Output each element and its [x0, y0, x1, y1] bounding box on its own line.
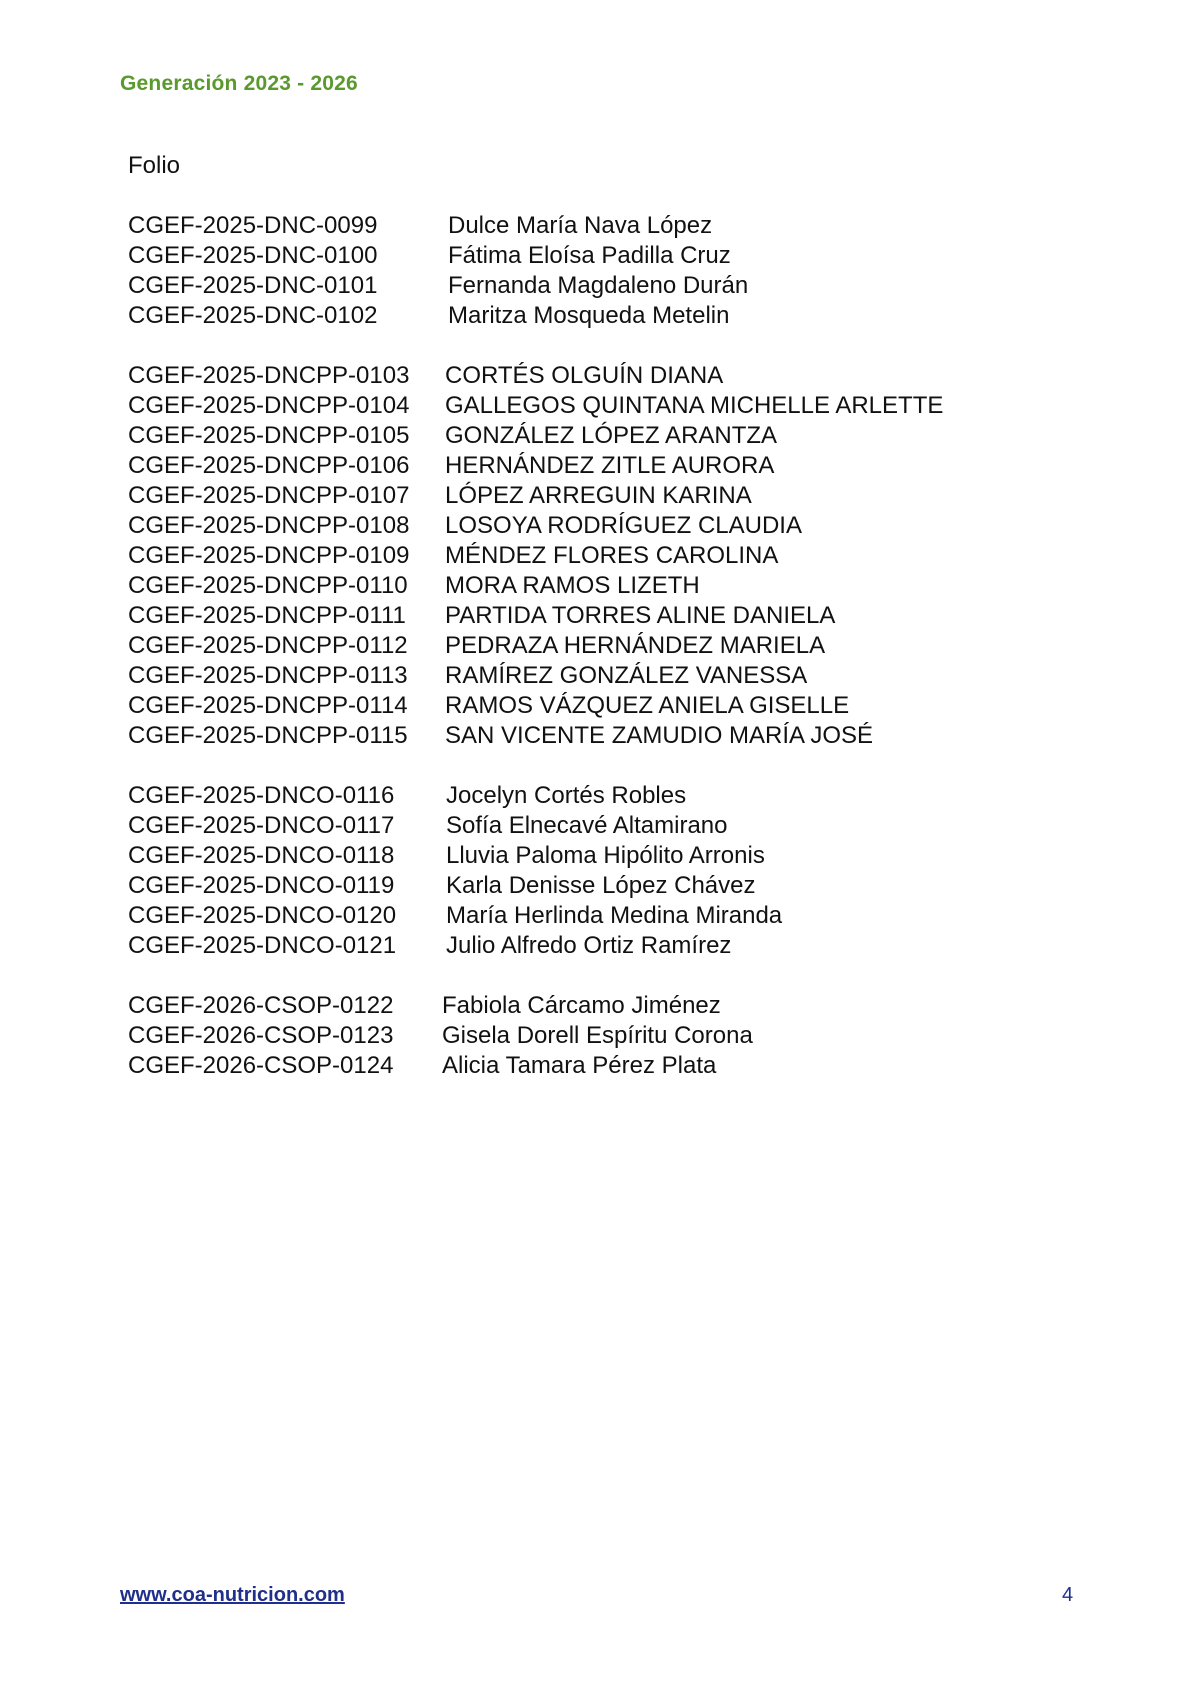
folio-code: CGEF-2026-CSOP-0123: [128, 1022, 394, 1049]
folio-code: CGEF-2025-DNCPP-0103: [128, 362, 410, 389]
folio-group: [128, 211, 1028, 331]
list-item: [128, 901, 1028, 931]
person-name: Fabiola Cárcamo Jiménez: [442, 992, 721, 1019]
person-name: GONZÁLEZ LÓPEZ ARANTZA: [445, 422, 778, 449]
person-name: MÉNDEZ FLORES CAROLINA: [445, 542, 779, 569]
person-name: PEDRAZA HERNÁNDEZ MARIELA: [445, 632, 826, 659]
list-item: [128, 421, 1028, 451]
folio-code: CGEF-2025-DNCO-0116: [128, 782, 395, 809]
list-item: [128, 811, 1028, 841]
folio-code: CGEF-2025-DNCPP-0115: [128, 722, 408, 749]
list-item: [128, 1051, 1028, 1081]
folio-code: CGEF-2025-DNCPP-0104: [128, 392, 410, 419]
person-name: SAN VICENTE ZAMUDIO MARÍA JOSÉ: [445, 722, 874, 749]
list-item: [128, 1021, 1028, 1051]
folio-group: [128, 361, 1028, 751]
folio-code: CGEF-2025-DNC-0101: [128, 272, 378, 299]
list-item: [128, 991, 1028, 1021]
list-item: [128, 481, 1028, 511]
list-item: [128, 271, 1028, 301]
person-name: Fátima Eloísa Padilla Cruz: [448, 242, 731, 269]
person-name: CORTÉS OLGUÍN DIANA: [445, 362, 724, 389]
folio-code: CGEF-2025-DNCO-0119: [128, 872, 395, 899]
folio-code: CGEF-2025-DNCO-0120: [128, 902, 397, 929]
folio-code: CGEF-2025-DNCPP-0110: [128, 572, 408, 599]
person-name: HERNÁNDEZ ZITLE AURORA: [445, 452, 775, 479]
list-item: [128, 691, 1028, 721]
list-item: [128, 931, 1028, 961]
person-name: LÓPEZ ARREGUIN KARINA: [445, 482, 752, 509]
list-item: [128, 241, 1028, 271]
folio-code: CGEF-2025-DNCO-0118: [128, 842, 395, 869]
list-item: [128, 361, 1028, 391]
person-name: PARTIDA TORRES ALINE DANIELA: [445, 602, 836, 629]
list-item: [128, 601, 1028, 631]
folio-code: CGEF-2025-DNC-0099: [128, 212, 378, 239]
person-name: Sofía Elnecavé Altamirano: [446, 812, 728, 839]
list-item: [128, 541, 1028, 571]
list-item: [128, 661, 1028, 691]
person-name: Gisela Dorell Espíritu Corona: [442, 1022, 753, 1049]
list-item: [128, 721, 1028, 751]
person-name: Maritza Mosqueda Metelin: [448, 302, 730, 329]
list-item: [128, 511, 1028, 541]
folio-code: CGEF-2025-DNCO-0117: [128, 812, 395, 839]
list-item: [128, 871, 1028, 901]
person-name: RAMOS VÁZQUEZ ANIELA GISELLE: [445, 692, 850, 719]
list-item: [128, 391, 1028, 421]
folio-code: CGEF-2026-CSOP-0122: [128, 992, 394, 1019]
list-item: [128, 211, 1028, 241]
person-name: Dulce María Nava López: [448, 212, 713, 239]
person-name: Jocelyn Cortés Robles: [446, 782, 687, 809]
page-header-title: Generación 2023 - 2026: [120, 72, 358, 95]
person-name: MORA RAMOS LIZETH: [445, 572, 700, 599]
folio-code: CGEF-2025-DNCPP-0106: [128, 452, 410, 479]
folio-group: [128, 781, 1028, 961]
list-item: [128, 631, 1028, 661]
folio-code: CGEF-2025-DNCPP-0107: [128, 482, 410, 509]
website-link[interactable]: www.coa-nutricion.com: [120, 1584, 345, 1606]
folio-code: CGEF-2025-DNCPP-0111: [128, 602, 406, 629]
person-name: Alicia Tamara Pérez Plata: [442, 1052, 717, 1079]
folio-code: CGEF-2025-DNCPP-0112: [128, 632, 408, 659]
page-number: 4: [1062, 1584, 1074, 1606]
folio-code: CGEF-2026-CSOP-0124: [128, 1052, 394, 1079]
list-item: [128, 781, 1028, 811]
folio-list: [128, 211, 1028, 1111]
folio-code: CGEF-2025-DNC-0102: [128, 302, 378, 329]
folio-code: CGEF-2025-DNCPP-0108: [128, 512, 410, 539]
folio-code: CGEF-2025-DNCPP-0109: [128, 542, 410, 569]
person-name: Lluvia Paloma Hipólito Arronis: [446, 842, 765, 869]
folio-group: [128, 991, 1028, 1081]
person-name: Julio Alfredo Ortiz Ramírez: [446, 932, 732, 959]
folio-code: CGEF-2025-DNCPP-0105: [128, 422, 410, 449]
person-name: LOSOYA RODRÍGUEZ CLAUDIA: [445, 512, 802, 539]
person-name: RAMÍREZ GONZÁLEZ VANESSA: [445, 662, 808, 689]
list-item: [128, 451, 1028, 481]
folio-label: Folio: [128, 152, 181, 179]
person-name: GALLEGOS QUINTANA MICHELLE ARLETTE: [445, 392, 944, 419]
list-item: [128, 571, 1028, 601]
list-item: [128, 841, 1028, 871]
list-item: [128, 301, 1028, 331]
folio-code: CGEF-2025-DNCPP-0113: [128, 662, 408, 689]
folio-code: CGEF-2025-DNCPP-0114: [128, 692, 408, 719]
person-name: María Herlinda Medina Miranda: [446, 902, 783, 929]
person-name: Karla Denisse López Chávez: [446, 872, 756, 899]
folio-code: CGEF-2025-DNCO-0121: [128, 932, 397, 959]
person-name: Fernanda Magdaleno Durán: [448, 272, 749, 299]
folio-code: CGEF-2025-DNC-0100: [128, 242, 378, 269]
